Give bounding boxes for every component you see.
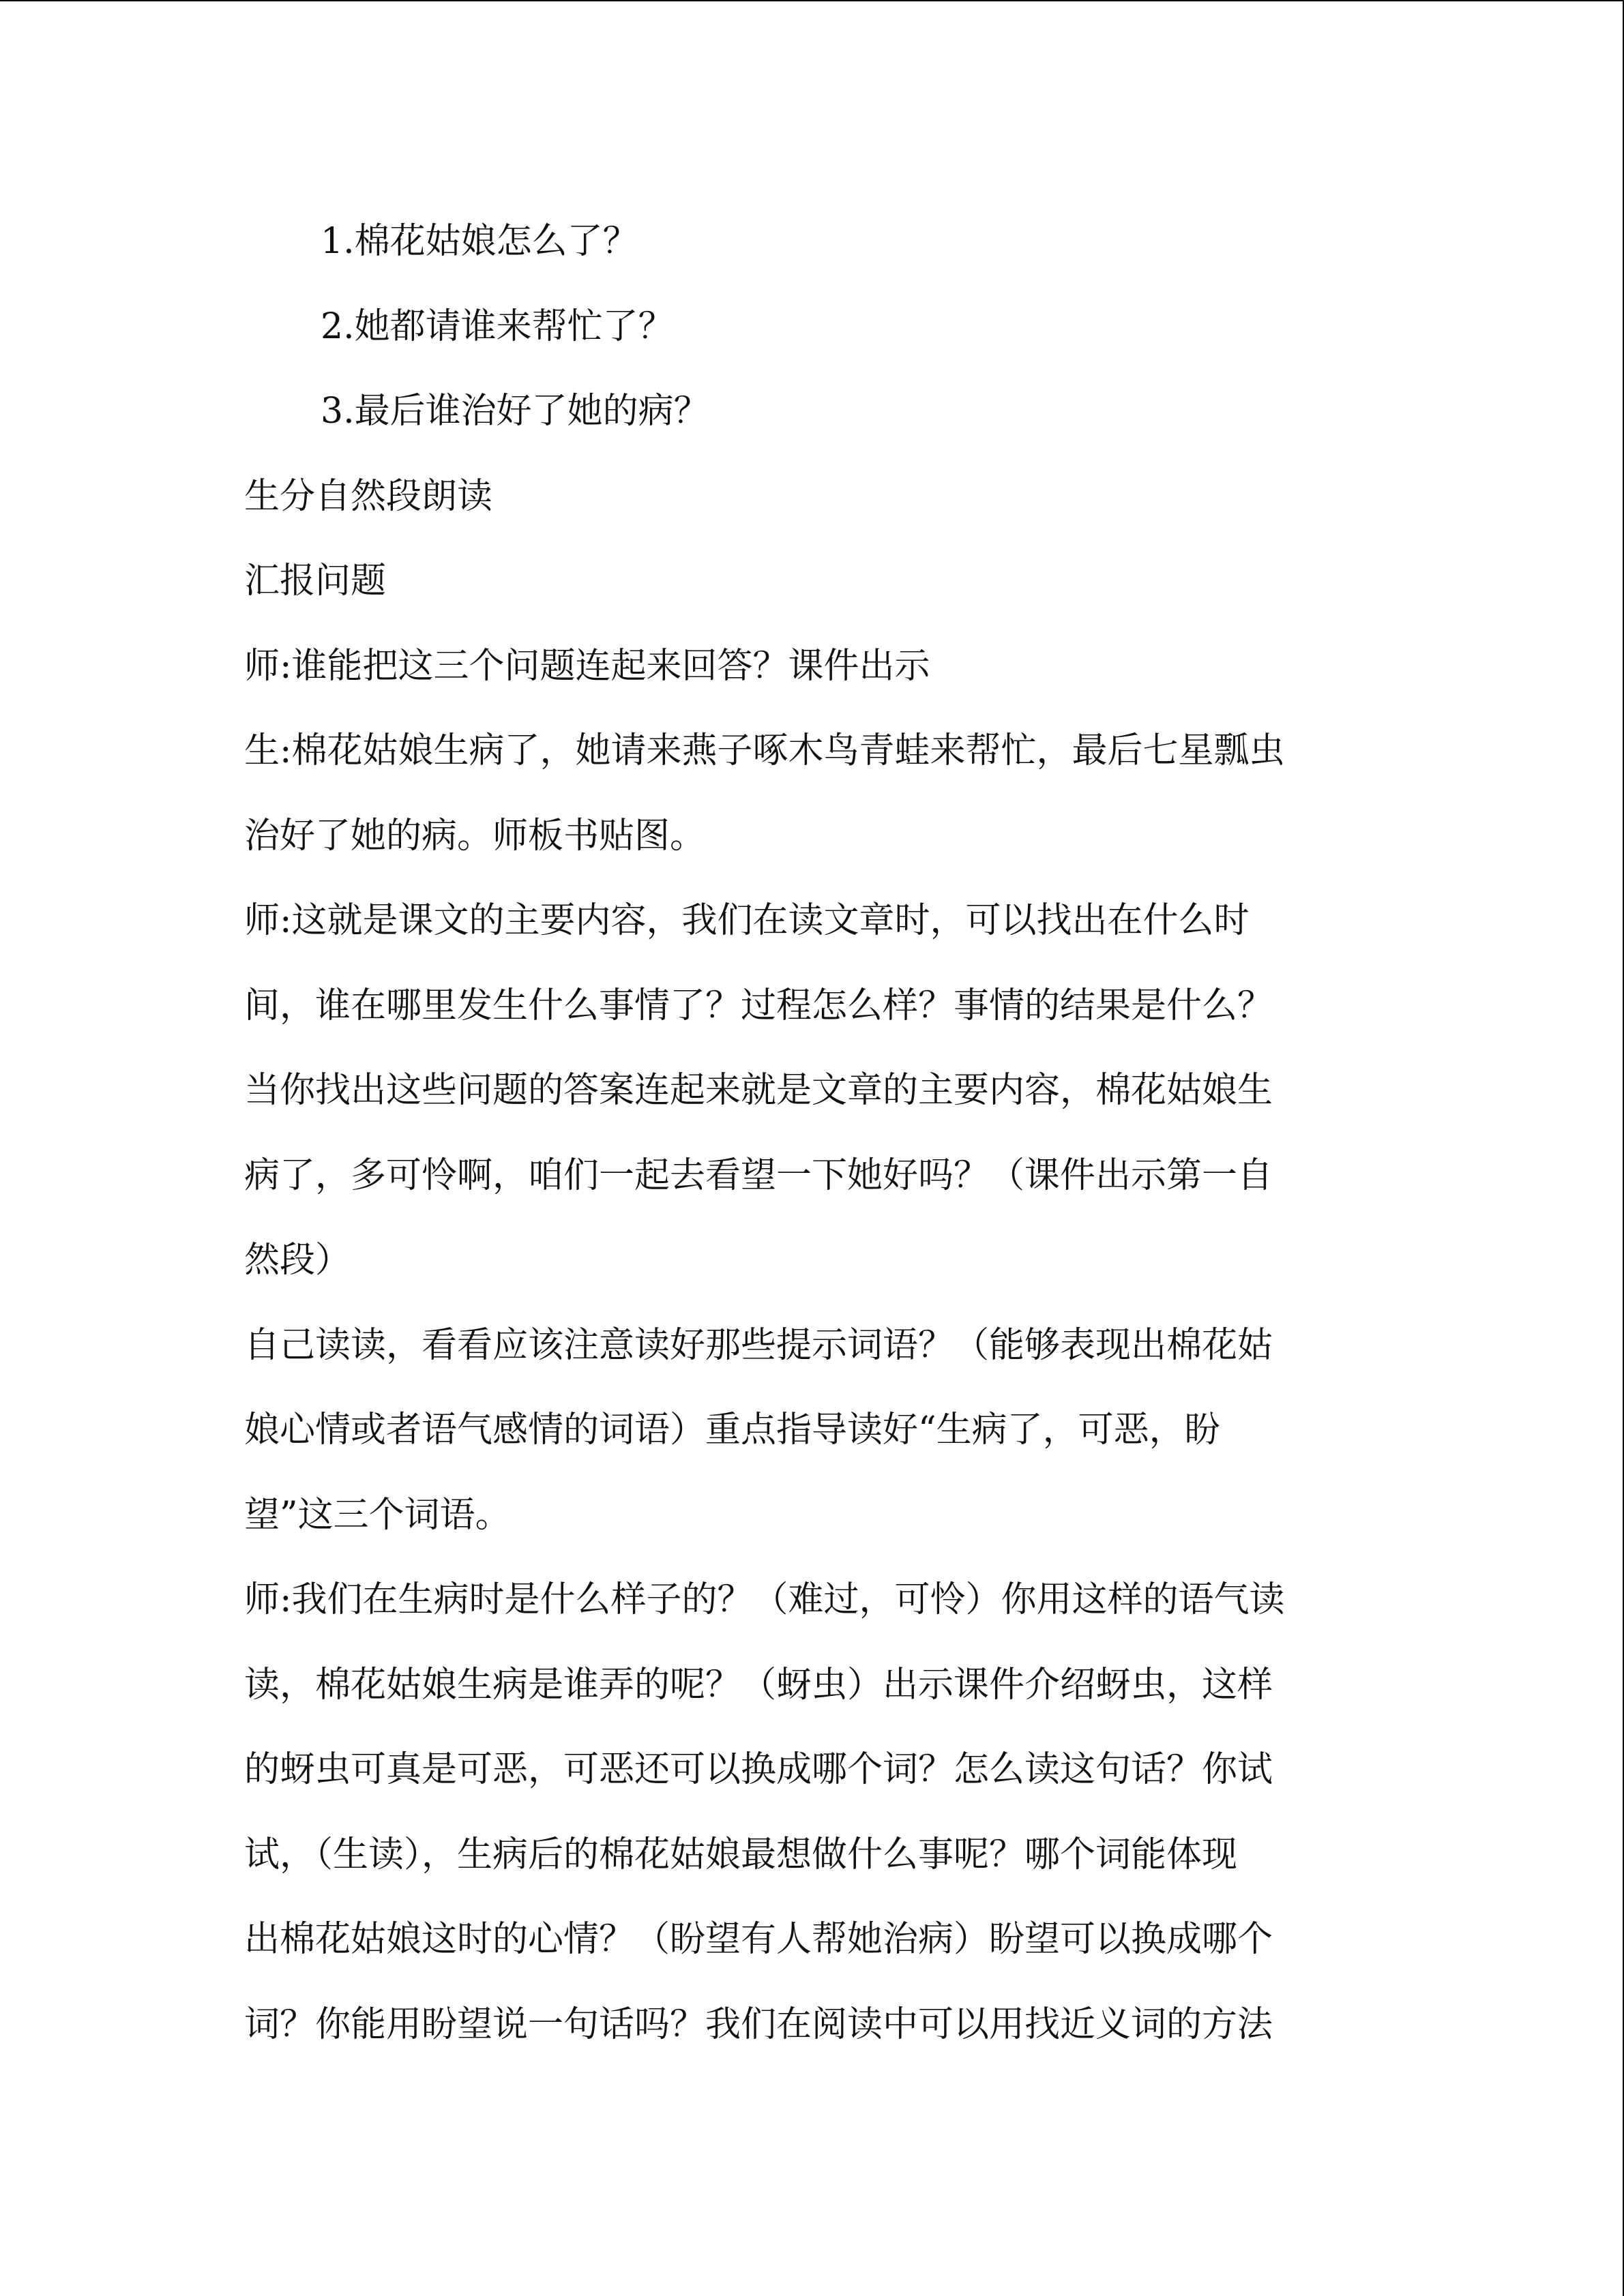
text-line: 娘心情或者语气感情的词语）重点指导读好“生病了，可恶，盼 (244, 1410, 1220, 1450)
text-line: 的蚜虫可真是可恶，可恶还可以换成哪个词？怎么读这句话？你试 (244, 1749, 1273, 1790)
text-line: 师:我们在生病时是什么样子的？（难过，可怜）你用这样的语气读 (244, 1579, 1285, 1620)
text-line: 病了，多可怜啊，咱们一起去看望一下她好吗？（课件出示第一自 (244, 1154, 1273, 1196)
text-line: 生分自然段朗读 (244, 475, 493, 517)
text-line: 当你找出这些问题的答案连起来就是文章的主要内容，棉花姑娘生 (244, 1070, 1273, 1111)
text-line: 汇报问题 (244, 561, 387, 601)
text-line: 然段） (244, 1240, 351, 1281)
text-line: 治好了她的病。师板书贴图。 (244, 815, 706, 856)
text-line: 师:这就是课文的主要内容，我们在读文章时，可以找出在什么时 (244, 900, 1250, 941)
text-line: 望”这三个词语。 (244, 1494, 511, 1536)
question-line-3: 3.最后谁治好了她的病？ (321, 391, 709, 432)
text-line: 出棉花姑娘这时的心情？（盼望有人帮她治病）盼望可以换成哪个 (244, 1919, 1273, 1960)
text-line: 试，（生读），生病后的棉花姑娘最想做什么事呢？哪个词能体现 (244, 1834, 1238, 1875)
question-line-1: 1.棉花姑娘怎么了？ (321, 221, 638, 262)
text-line: 生:棉花姑娘生病了，她请来燕子啄木鸟青蛙来帮忙，最后七星瓢虫 (244, 730, 1285, 771)
text-line: 读，棉花姑娘生病是谁弄的呢？（蚜虫）出示课件介绍蚜虫，这样 (244, 1664, 1273, 1705)
text-line: 间，谁在哪里发生什么事情了？过程怎么样？事情的结果是什么？ (244, 985, 1273, 1026)
text-line: 师:谁能把这三个问题连起来回答？课件出示 (244, 645, 930, 687)
document-body (244, 199, 1390, 2067)
text-line: 自己读读，看看应该注意读好那些提示词语？（能够表现出棉花姑 (244, 1324, 1273, 1366)
question-line-2: 2.她都请谁来帮忙了？ (321, 305, 674, 347)
text-line: 词？你能用盼望说一句话吗？我们在阅读中可以用找近义词的方法 (244, 2003, 1273, 2045)
